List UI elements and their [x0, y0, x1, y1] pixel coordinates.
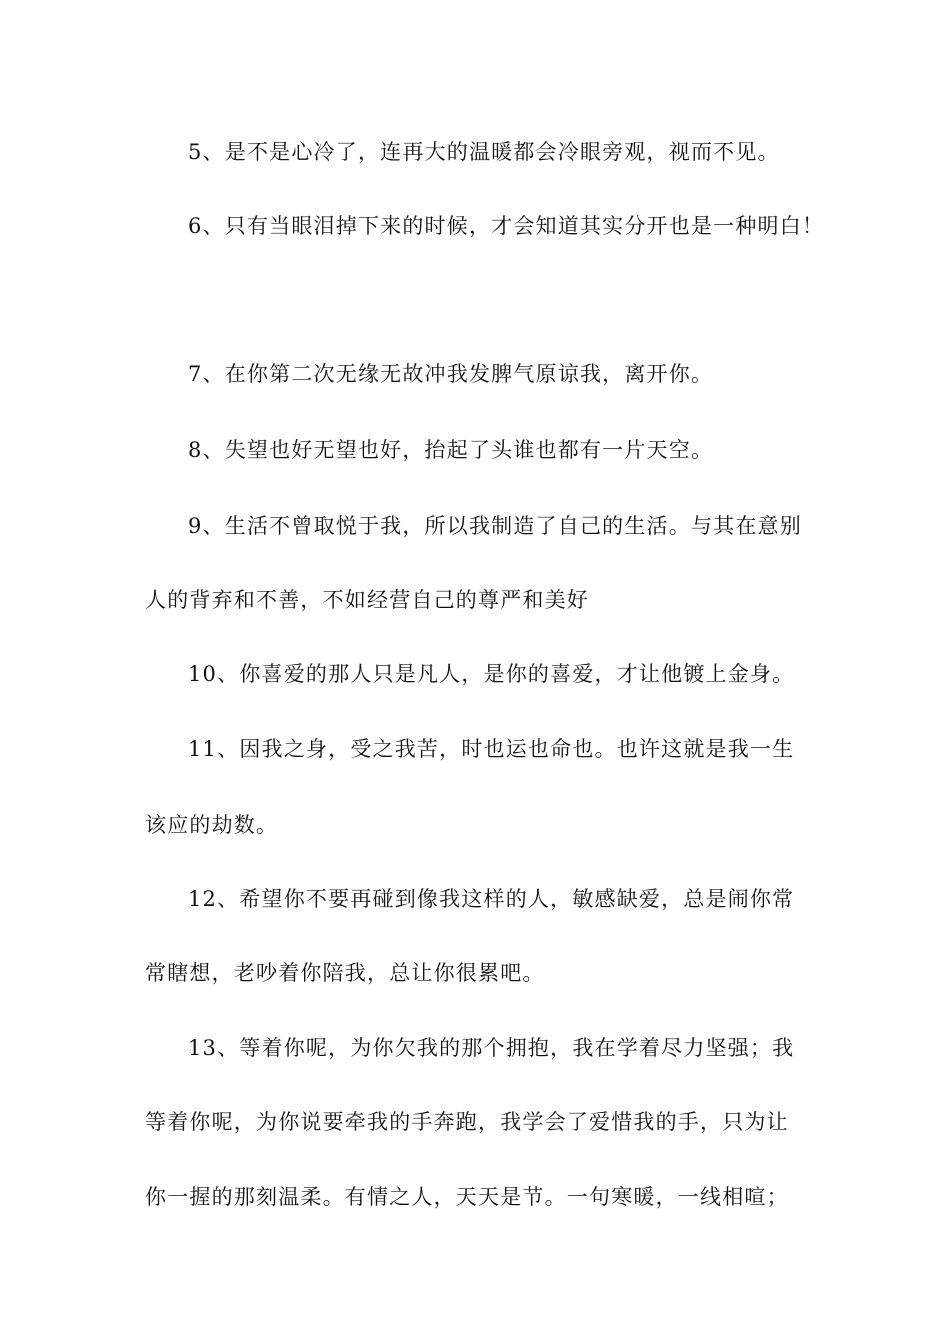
paragraph-11-line-2: 该应的劫数。: [145, 813, 279, 837]
paragraph-9-line-1: 9、生活不曾取悦于我，所以我制造了自己的生活。与其在意别: [188, 514, 802, 538]
paragraph-12-line-2: 常瞎想，老吵着你陪我，总让你很累吧。: [145, 961, 545, 985]
paragraph-13-line-1: 13、等着你呢，为你欠我的那个拥抱，我在学着尽力坚强；我: [188, 1036, 795, 1060]
paragraph-8-line-1: 8、失望也好无望也好，抬起了头谁也都有一片天空。: [188, 438, 714, 462]
paragraph-11-line-1: 11、因我之身，受之我苦，时也运也命也。也许这就是我一生: [188, 737, 795, 761]
paragraph-13-line-3: 你一握的那刻温柔。有情之人，天天是节。一句寒暖，一线相喧；: [145, 1185, 789, 1209]
paragraph-10-line-1: 10、你喜爱的那人只是凡人，是你的喜爱，才让他镀上金身。: [188, 662, 795, 686]
paragraph-6-line-1: 6、只有当眼泪掉下来的时候，才会知道其实分开也是一种明白！: [188, 214, 825, 238]
paragraph-13-line-2: 等着你呢，为你说要牵我的手奔跑，我学会了爱惜我的手，只为让: [145, 1110, 789, 1134]
paragraph-7-line-1: 7、在你第二次无缘无故冲我发脾气原谅我，离开你。: [188, 362, 714, 386]
paragraph-5-line-1: 5、是不是心冷了，连再大的温暖都会冷眼旁观，视而不见。: [188, 140, 780, 164]
paragraph-9-line-2: 人的背弃和不善，不如经营自己的尊严和美好: [145, 588, 589, 612]
paragraph-12-line-1: 12、希望你不要再碰到像我这样的人，敏感缺爱，总是闹你常: [188, 887, 795, 911]
